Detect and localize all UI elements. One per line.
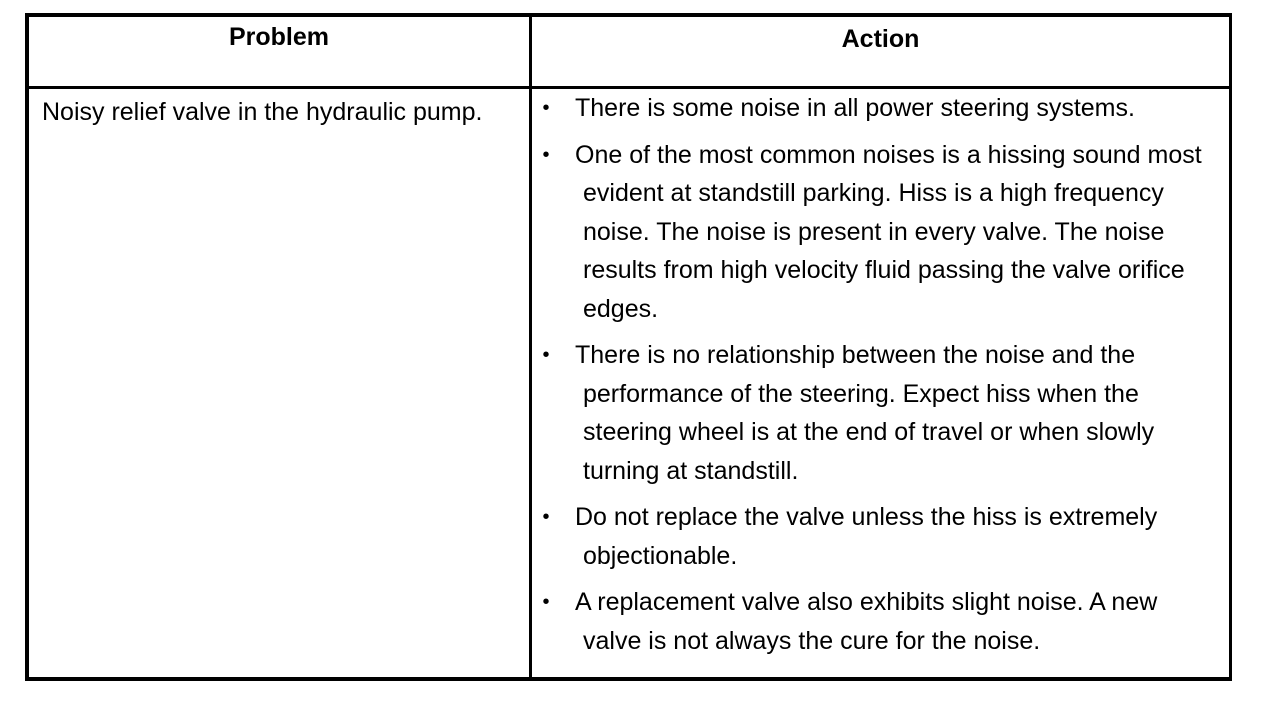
column-divider	[529, 17, 532, 677]
problem-cell: Noisy relief valve in the hydraulic pump.	[42, 98, 483, 126]
bullet-icon: •	[542, 344, 550, 366]
action-text: There is some noise in all power steering systems.	[575, 94, 1135, 122]
action-text: Do not replace the valve unless the hiss is extremely objectionable.	[575, 503, 1158, 570]
action-item	[537, 136, 1217, 329]
action-item	[537, 583, 1217, 660]
action-item	[537, 498, 1217, 575]
action-item	[537, 336, 1217, 490]
action-item	[537, 89, 1217, 128]
bullet-icon: •	[542, 591, 550, 613]
bullet-icon: •	[542, 143, 550, 166]
action-column-header: Action	[841, 25, 920, 53]
bullet-icon: •	[542, 97, 550, 119]
action-text: One of the most common noises is a hissing sound most evident at standstill parking. Hiss is a high frequency noise. The noise is present in every valve. The noise results from high velocity fluid passing the valve orifice edges.	[575, 140, 1202, 323]
action-text: A replacement valve also exhibits slight noise. A new valve is not always the cure for the noise.	[575, 588, 1158, 655]
action-text: There is no relationship between the noise and the performance of the steering. Expect hiss when the steering wheel is at the end of travel or when slowly turning at standstill.	[575, 341, 1155, 485]
bullet-icon: •	[542, 506, 550, 528]
problem-column-header: Problem	[228, 23, 330, 51]
action-list	[537, 89, 1217, 668]
